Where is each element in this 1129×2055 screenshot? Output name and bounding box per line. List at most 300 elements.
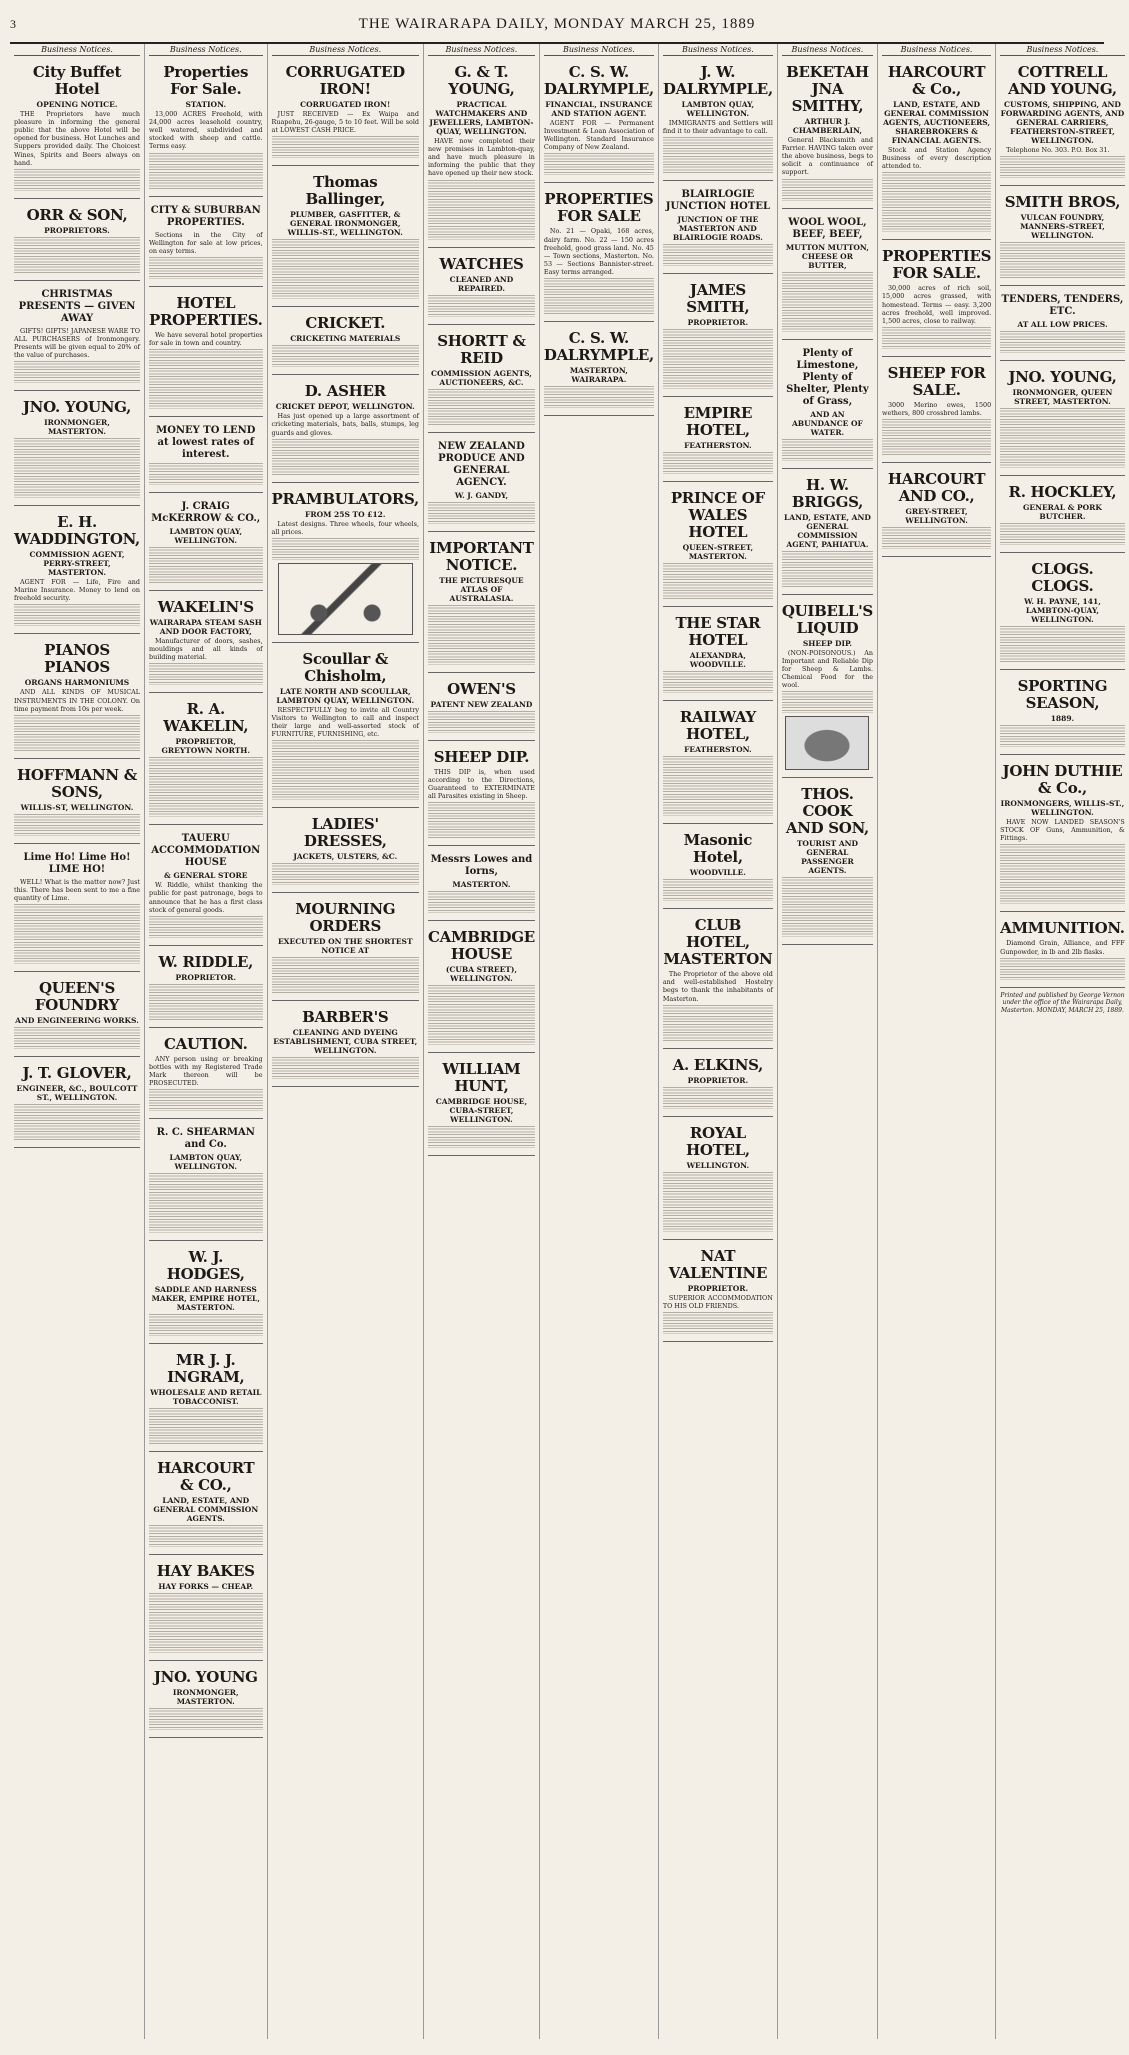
column-heading: Business Notices. <box>1000 46 1125 56</box>
ad-title: OWEN'S <box>447 679 516 698</box>
fine-print-text <box>663 879 773 901</box>
ad-subtitle: IRONMONGER, MASTERTON. <box>44 418 110 437</box>
column-heading: Business Notices. <box>428 46 535 56</box>
fine-print-text <box>149 1525 263 1547</box>
advertisement <box>1000 556 1125 670</box>
fine-print-text <box>782 691 873 713</box>
printer-imprint: Printed and published by George Vernon under the office of the Wairarapa Daily, Masterton. MONDAY, MARCH 25, 1889. <box>1000 991 1125 1014</box>
ad-title: Plenty of Limestone, Plenty of Shelter, Plenty of Grass, <box>786 347 869 407</box>
advertisement <box>272 310 419 375</box>
ad-body: W. Riddle, whilst thanking the public for past patronage, begs to announce that he has a first class stock of general goods. <box>148 881 263 914</box>
ad-title: CITY & SUBURBAN PROPERTIES. <box>150 204 261 228</box>
ad-title: C. S. W. DALRYMPLE, <box>543 63 654 99</box>
fine-print-text <box>544 278 654 314</box>
advertisement <box>428 535 535 673</box>
advertisement <box>1000 289 1125 361</box>
fine-print-text <box>14 169 140 191</box>
ad-subtitle: JUNCTION OF THE MASTERTON AND BLAIRLOGIE ROADS. <box>672 215 763 243</box>
column-heading: Business Notices. <box>882 46 991 56</box>
ad-title: BEKETAH JNA SMITHY, <box>786 63 869 116</box>
advertisement <box>544 325 654 416</box>
column-5 <box>540 44 659 2039</box>
ad-title: Scoullar & Chisholm, <box>302 649 389 685</box>
ad-title: Lime Ho! Lime Ho! LIME HO! <box>23 851 131 875</box>
ad-body: Diamond Grain, Alliance, and FFF Gunpowder, in lb and 2lb flasks. <box>1000 939 1125 956</box>
advertisement <box>14 509 140 634</box>
advertisement <box>14 59 140 199</box>
ad-subtitle: W. J. GANDY, <box>454 490 509 500</box>
ad-subtitle: 1889. <box>1050 714 1075 724</box>
ad-title: City Buffet Hotel <box>32 63 122 99</box>
fine-print-text <box>1000 725 1125 747</box>
fine-print-text <box>14 237 140 273</box>
ad-subtitle: COMMISSION AGENT, PERRY-STREET, MASTERTON. <box>29 550 125 578</box>
fine-print-text <box>882 527 991 549</box>
advertisement <box>663 912 773 1048</box>
ad-subtitle: CORRUGATED IRON! <box>300 100 391 110</box>
advertisement <box>1000 364 1125 476</box>
advertisement <box>149 290 263 417</box>
fine-print-text <box>14 438 140 498</box>
advertisement <box>663 1120 773 1240</box>
ad-title: QUIBELL'S LIQUID <box>781 601 873 637</box>
ad-title: SHORTT & REID <box>437 331 526 367</box>
ad-body: 13,000 ACRES Freehold, with 24,000 acres leasehold country, well watered, subdivided and stocked with sheep and cattle. Terms easy. <box>148 110 263 151</box>
ad-title: R. HOCKLEY, <box>1008 483 1117 502</box>
ad-title: EMPIRE HOTEL, <box>683 404 753 440</box>
ad-title: G. & T. YOUNG, <box>448 63 515 99</box>
fine-print-text <box>428 389 535 425</box>
advertisement <box>272 1004 419 1087</box>
advertisement <box>14 975 140 1057</box>
ad-title: ROYAL HOTEL, <box>685 1123 750 1159</box>
advertisement <box>149 1031 263 1119</box>
advertisement <box>1000 915 1125 987</box>
column-9 <box>996 44 1129 2039</box>
fine-print-text <box>149 757 263 817</box>
column-2 <box>145 44 268 2039</box>
fine-print-text <box>663 1312 773 1334</box>
fine-print-text <box>663 671 773 693</box>
advertisement <box>149 1244 263 1344</box>
fine-print-text <box>428 985 535 1045</box>
fine-print-text <box>272 439 419 475</box>
ad-title: WATCHES <box>439 254 524 273</box>
fine-print-text <box>782 439 873 461</box>
advertisement <box>882 243 991 356</box>
ad-subtitle: IRONMONGERS, WILLIS-ST., WELLINGTON. <box>1000 799 1125 818</box>
ad-body: Latest designs. Three wheels, four wheels, all prices. <box>271 519 419 536</box>
ad-title: CORRUGATED IRON! <box>285 63 405 99</box>
ad-title: CRICKET. <box>305 314 386 333</box>
ad-subtitle: LAMBTON QUAY, WELLINGTON. <box>169 1153 243 1172</box>
advertisement <box>663 1243 773 1342</box>
advertisement <box>428 924 535 1053</box>
fine-print-text <box>149 663 263 685</box>
fine-print-text <box>663 329 773 389</box>
ad-subtitle: CUSTOMS, SHIPPING, AND FORWARDING AGENTS, AND GENERAL CARRIERS, FEATHERSTON-STREET, WELLINGTON. <box>1000 100 1125 146</box>
ad-subtitle: HAY FORKS — CHEAP. <box>158 1582 254 1592</box>
ad-subtitle: QUEEN-STREET, MASTERTON. <box>682 543 754 562</box>
ad-title: J. CRAIG McKERROW & CO., <box>151 501 261 525</box>
ad-subtitle: PROPRIETOR. <box>687 1075 749 1085</box>
ad-title: THE STAR HOTEL <box>675 614 761 650</box>
ad-subtitle: LATE NORTH AND SCOULLAR, LAMBTON QUAY, WELLINGTON. <box>276 686 415 705</box>
advertisement <box>1000 758 1125 912</box>
ad-title: JNO. YOUNG, <box>1008 368 1117 387</box>
ad-title: CLOGS. CLOGS. <box>1031 560 1094 596</box>
advertisement <box>272 646 419 808</box>
ad-subtitle: COMMISSION AGENTS, AUCTIONEERS, &C. <box>430 368 532 387</box>
ad-title: PRAMBULATORS, <box>271 489 419 508</box>
advertisement <box>149 200 263 287</box>
advertisement <box>428 328 535 433</box>
advertisement <box>14 762 140 844</box>
ad-body: The Proprietor of the above old and well-established Hostelry begs to thank the inhabitants of Masterton. <box>662 970 773 1003</box>
advertisement <box>1000 189 1125 286</box>
advertisement <box>782 781 873 945</box>
ad-title: COTTRELL AND YOUNG, <box>1008 63 1117 99</box>
fine-print-text <box>149 984 263 1020</box>
ad-subtitle: CRICKET DEPOT, WELLINGTON. <box>275 402 415 412</box>
ad-title: W. J. HODGES, <box>166 1248 245 1284</box>
ad-body: Stock and Station Agency Business of every description attended to. <box>881 146 992 171</box>
column-8 <box>878 44 996 2039</box>
advertisement <box>14 394 140 506</box>
fine-print-text <box>663 244 773 266</box>
sheep-illustration <box>785 716 869 770</box>
ad-title: HARCOURT & Co., <box>887 63 986 99</box>
fine-print-text <box>1000 626 1125 662</box>
ad-title: LADIES' DRESSES, <box>303 815 387 851</box>
ad-title: MOURNING ORDERS <box>295 900 396 936</box>
ad-subtitle: AT ALL LOW PRICES. <box>1017 320 1108 330</box>
ad-body: ANY person using or breaking bottles with my Registered Trade Mark thereon will be PROSECUTED. <box>148 1054 263 1087</box>
column-heading: Business Notices. <box>663 46 773 56</box>
ad-subtitle: CRICKETING MATERIALS <box>290 334 401 344</box>
column-heading: Business Notices. <box>149 46 263 56</box>
ad-body: 30,000 acres of rich soil, 15,000 acres grassed, with homestead. Terms — easy. 3,200 acres freehold, well improved. 1,500 acres, close to railway. <box>881 284 992 325</box>
fine-print-text <box>544 153 654 175</box>
advertisement <box>14 202 140 281</box>
ad-subtitle: SHEEP DIP. <box>802 638 853 648</box>
ad-body: THE Proprietors have much pleasure in informing the general public that the above Hotel will be opened for business. Hot Lunches and Suppers provided daily. The Choicest Wines, Spirits and Beers always on hand. <box>14 110 140 167</box>
fine-print-text <box>14 1027 140 1049</box>
advertisement <box>14 284 140 391</box>
column-7 <box>778 44 878 2039</box>
ad-title: Properties For Sale. <box>163 63 249 99</box>
ad-subtitle: CLEANED AND REPAIRED. <box>449 274 514 293</box>
column-heading: Business Notices. <box>272 46 419 56</box>
ad-subtitle: THE PICTURESQUE ATLAS OF AUSTRALASIA. <box>439 575 524 603</box>
fine-print-text <box>149 1708 263 1730</box>
ad-subtitle: PROPRIETOR. <box>175 972 236 982</box>
ad-title: PROPERTIES FOR SALE <box>544 190 654 226</box>
ad-title: C. S. W. DALRYMPLE, <box>543 329 654 365</box>
fine-print-text <box>1000 958 1125 980</box>
ad-subtitle: ARTHUR J. CHAMBERLAIN, <box>792 117 862 136</box>
ad-body: HAVE NOW LANDED SEASON'S STOCK OF Guns, Ammunition, & Fittings. <box>1000 818 1125 843</box>
advertisement <box>272 59 419 166</box>
advertisement <box>544 59 654 183</box>
fine-print-text <box>882 172 991 232</box>
ad-body: Sections in the City of Wellington for sale at low prices, on easy terms. <box>148 230 263 255</box>
ad-body: (NON-POISONOUS.) An Important and Reliable Dip for Sheep & Lambs. Chemical Food for the wool. <box>781 648 873 689</box>
ad-body: RESPECTFULLY beg to invite all Country Visitors to Wellington to call and inspect their large and well-assorted stock of FURNITURE, FURNISHING, etc. <box>271 705 419 739</box>
fine-print-text <box>149 547 263 583</box>
ad-title: WOOL WOOL, BEEF, BEEF, <box>788 216 867 240</box>
ad-subtitle: PRACTICAL WATCHMAKERS AND JEWELLERS, LAMBTON-QUAY, WELLINGTON. <box>429 100 534 137</box>
column-3 <box>268 44 424 2039</box>
advertisement <box>782 598 873 778</box>
ad-subtitle: PROPRIETORS. <box>44 225 110 235</box>
fine-print-text <box>428 295 535 317</box>
advertisement <box>149 696 263 825</box>
fine-print-text <box>14 715 140 751</box>
fine-print-text <box>782 877 873 937</box>
ad-subtitle: CAMBRIDGE HOUSE, CUBA-STREET, WELLINGTON. <box>435 1096 528 1124</box>
ad-body: AND ALL KINDS OF MUSICAL INSTRUMENTS IN THE COLONY. On time payment from 10s per week. <box>14 688 140 713</box>
fine-print-text <box>663 1087 773 1109</box>
ad-subtitle: PROPRIETOR, GREYTOWN NORTH. <box>161 737 250 756</box>
ad-title: WILLIAM HUNT, <box>442 1059 521 1095</box>
ad-subtitle: LAMBTON QUAY, WELLINGTON. <box>681 100 755 119</box>
ad-title: HARCOURT & CO., <box>157 1459 255 1495</box>
ad-title: Masonic Hotel, <box>683 831 753 867</box>
ad-subtitle: CLEANING AND DYEING ESTABLISHMENT, CUBA STREET, WELLINGTON. <box>273 1028 418 1056</box>
ad-title: J. W. DALRYMPLE, <box>662 63 773 99</box>
ad-subtitle: MASTERTON. <box>452 879 511 889</box>
ad-body: HAVE now completed their new premises in Lambton-quay, and have much pleasure in informing the public that they have opened up their new stock. <box>427 137 535 178</box>
ad-title: Messrs Lowes and Iorns, <box>430 853 533 877</box>
ad-body: Manufacturer of doors, sashes, mouldings and all kinds of building material. <box>148 637 263 662</box>
advertisement <box>1000 479 1125 553</box>
ad-title: IMPORTANT NOTICE. <box>429 538 534 574</box>
ad-body: JUST RECEIVED — Ex Waipa and Ruapehu, 26-gauge, 5 to 10 feet. Will be sold at LOWEST CASH PRICE. <box>271 110 419 135</box>
advertisement <box>782 472 873 595</box>
fine-print-text <box>428 180 535 240</box>
ad-title: SPORTING SEASON, <box>1017 677 1108 713</box>
newspaper-page <box>10 6 1125 2041</box>
advertisement <box>882 466 991 557</box>
ad-subtitle: MASTERTON, WAIRARAPA. <box>569 366 628 385</box>
fine-print-text <box>882 327 991 349</box>
ad-subtitle: ORGANS HARMONIUMS <box>24 678 130 688</box>
fine-print-text <box>428 891 535 913</box>
fine-print-text <box>272 863 419 885</box>
fine-print-text <box>663 756 773 816</box>
ad-subtitle: PROPRIETOR. <box>687 318 749 328</box>
column-grid <box>10 44 1125 2039</box>
ad-subtitle: ENGINEER, &C., BOULCOTT ST., WELLINGTON. <box>16 1083 138 1102</box>
ad-subtitle: & GENERAL STORE <box>164 871 248 881</box>
advertisement <box>663 485 773 607</box>
ad-body: GIFTS! GIFTS! JAPANESE WARE TO ALL PURCHASERS of Ironmongery. Presents will be given equal to 20% of the value of purchases. <box>14 326 140 360</box>
fine-print-text <box>14 604 140 626</box>
ad-title: TENDERS, TENDERS, ETC. <box>1001 294 1124 318</box>
ad-subtitle: PLUMBER, GASFITTER, & GENERAL IRONMONGER, WILLIS-ST., WELLINGTON. <box>287 210 403 238</box>
ad-subtitle: ALEXANDRA, WOODVILLE. <box>689 651 746 670</box>
advertisement <box>428 436 535 532</box>
ad-title: SMITH BROS, <box>1004 193 1121 212</box>
fine-print-text <box>149 349 263 409</box>
ad-subtitle: FEATHERSTON. <box>684 745 752 755</box>
ad-subtitle: W. H. PAYNE, 141, LAMBTON-QUAY, WELLINGTON. <box>1024 597 1101 625</box>
ad-title: Thomas Ballinger, <box>305 173 385 209</box>
fine-print-text <box>1000 242 1125 278</box>
ad-title: A. ELKINS, <box>672 1055 764 1074</box>
ad-title: HOFFMANN & SONS, <box>17 765 137 801</box>
ad-title: SHEEP DIP. <box>433 747 530 766</box>
ad-body: WELL! What is the matter now? Just this. There has been sent to me a fine quantity of Lime. <box>14 877 140 902</box>
fine-print-text <box>428 502 535 524</box>
advertisement <box>272 486 419 643</box>
fine-print-text <box>782 179 873 201</box>
advertisement <box>428 744 535 846</box>
ad-body: THIS DIP is, when used according to the Directions, Guaranteed to EXTERMINATE all Parasites existing in Sheep. <box>427 767 535 800</box>
ad-subtitle: LAMBTON QUAY, WELLINGTON. <box>169 527 243 546</box>
ad-subtitle: FINANCIAL, INSURANCE AND STATION AGENT. <box>545 100 653 119</box>
ad-title: HAY BAKES <box>156 1562 255 1581</box>
fine-print-text <box>663 137 773 173</box>
ad-body: General Blacksmith and Farrier. HAVING taken over the above business, begs to solicit a continuance of support. <box>781 136 873 177</box>
fine-print-text <box>428 605 535 665</box>
ad-title: TAUERU ACCOMMODATION HOUSE <box>151 833 261 869</box>
advertisement <box>149 1558 263 1661</box>
fine-print-text <box>14 904 140 964</box>
advertisement <box>663 184 773 274</box>
fine-print-text <box>272 1057 419 1079</box>
advertisement <box>428 849 535 921</box>
ad-body: SUPERIOR ACCOMMODATION TO HIS OLD FRIENDS. <box>662 1293 773 1310</box>
ad-title: CAUTION. <box>164 1034 248 1053</box>
fine-print-text <box>149 1593 263 1653</box>
advertisement <box>149 1122 263 1241</box>
fine-print-text <box>1000 331 1125 353</box>
fine-print-text <box>782 272 873 332</box>
ad-title: MONEY TO LEND at lowest rates of interest. <box>156 425 256 461</box>
ad-title: MR J. J. INGRAM, <box>167 1351 245 1387</box>
ad-body: IMMIGRANTS and Settlers will find it to their advantage to call. <box>662 119 773 136</box>
fine-print-text <box>544 386 654 408</box>
ad-title: THOS. COOK AND SON, <box>785 785 869 838</box>
ad-subtitle: LAND, ESTATE, AND GENERAL COMMISSION AGENTS. <box>153 1496 259 1524</box>
advertisement <box>663 59 773 181</box>
advertisement <box>428 59 535 247</box>
ad-title: PROPERTIES FOR SALE. <box>881 247 992 283</box>
advertisement <box>272 169 419 307</box>
advertisement <box>14 1060 140 1148</box>
fine-print-text <box>149 1173 263 1233</box>
fine-print-text <box>663 1172 773 1232</box>
ad-subtitle: SADDLE AND HARNESS MAKER, EMPIRE HOTEL, MASTERTON. <box>151 1285 260 1313</box>
ad-subtitle: WOODVILLE. <box>689 868 746 878</box>
perambulator-illustration <box>278 563 413 635</box>
ad-title: CAMBRIDGE HOUSE <box>427 927 535 963</box>
ad-title: JNO. YOUNG <box>153 1668 258 1687</box>
fine-print-text <box>149 1314 263 1336</box>
advertisement <box>782 212 873 340</box>
ad-title: BARBER'S <box>302 1008 389 1027</box>
ad-body: Telephone No. 303. P.O. Box 31. <box>1006 146 1110 155</box>
ad-title: NAT VALENTINE <box>668 1246 768 1282</box>
advertisement <box>1000 673 1125 755</box>
advertisement <box>149 1455 263 1555</box>
ad-title: R. A. WAKELIN, <box>163 700 249 736</box>
fine-print-text <box>1000 844 1125 904</box>
ad-title: J. T. GLOVER, <box>22 1063 132 1082</box>
fine-print-text <box>1000 156 1125 178</box>
advertisement <box>882 59 991 240</box>
column-6 <box>659 44 778 2039</box>
ad-title: CHRISTMAS PRESENTS — GIVEN AWAY <box>18 288 136 324</box>
column-heading: Business Notices. <box>544 46 654 56</box>
fine-print-text <box>149 257 263 279</box>
ad-subtitle: MUTTON MUTTON, CHEESE OR BUTTER, <box>785 242 869 270</box>
fine-print-text <box>428 802 535 838</box>
ad-body: We have several hotel properties for sale in town and country. <box>148 330 263 347</box>
fine-print-text <box>882 419 991 455</box>
fine-print-text <box>149 463 263 485</box>
ad-title: D. ASHER <box>304 382 386 401</box>
ad-title: JAMES SMITH, <box>686 281 750 317</box>
ad-subtitle: FROM 25S TO £12. <box>305 509 386 519</box>
ad-subtitle: OPENING NOTICE. <box>36 100 118 110</box>
ad-title: ORR & SON, <box>26 205 128 224</box>
advertisement <box>663 1052 773 1117</box>
fine-print-text <box>14 361 140 383</box>
fine-print-text <box>272 136 419 158</box>
advertisement <box>149 496 263 591</box>
ad-title: JNO. YOUNG, <box>22 398 132 417</box>
ad-title: CLUB HOTEL, MASTERTON <box>663 916 773 969</box>
ad-subtitle: LAND, ESTATE, AND GENERAL COMMISSION AGENTS, AUCTIONEERS, SHAREBROKERS & FINANCIAL AGENTS. <box>883 100 991 146</box>
ad-title: HARCOURT AND CO., <box>887 470 986 506</box>
ad-subtitle: GENERAL & PORK BUTCHER. <box>1022 503 1102 522</box>
ad-subtitle: PATENT NEW ZEALAND <box>430 699 533 709</box>
column-4 <box>424 44 540 2039</box>
ad-title: PRINCE OF WALES HOTEL <box>670 489 765 542</box>
page-number: 3 <box>10 16 17 31</box>
fine-print-text <box>1000 408 1125 468</box>
ad-subtitle: WAIRARAPA STEAM SASH AND DOOR FACTORY, <box>149 618 262 637</box>
advertisement <box>428 1056 535 1156</box>
column-heading: Business Notices. <box>782 46 873 56</box>
ad-body: AGENT FOR — Permanent Investment & Loan Association of Wellington. Standard Insurance Company of New Zealand. <box>543 119 654 152</box>
masthead <box>10 6 1104 44</box>
fine-print-text <box>272 957 419 993</box>
ad-subtitle: FEATHERSTON. <box>684 441 752 451</box>
fine-print-text <box>14 1104 140 1140</box>
ad-subtitle: EXECUTED ON THE SHORTEST NOTICE AT <box>277 937 413 956</box>
fine-print-text <box>272 538 419 560</box>
advertisement <box>782 343 873 469</box>
advertisement <box>272 811 419 893</box>
advertisement <box>149 1664 263 1738</box>
ad-subtitle: AND AN ABUNDANCE OF WATER. <box>791 409 863 437</box>
ad-title: HOTEL PROPERTIES. <box>148 293 263 329</box>
ad-subtitle: VULCAN FOUNDRY, MANNERS-STREET, WELLINGTON. <box>1020 213 1105 241</box>
ad-subtitle: IRONMONGER, MASTERTON. <box>172 1688 239 1707</box>
advertisement <box>544 186 654 322</box>
advertisement <box>149 828 263 945</box>
ad-subtitle: (CUBA STREET), WELLINGTON. <box>445 964 518 983</box>
ad-subtitle: STATION. <box>185 100 227 110</box>
ad-body: AGENT FOR — Life, Fire and Marine Insurance. Money to lend on freehold security. <box>14 578 140 603</box>
ad-title: QUEEN'S FOUNDRY <box>34 978 120 1014</box>
ad-body: 3000 Merino ewes, 1500 wethers, 800 crossbred lambs. <box>881 400 992 417</box>
ad-title: WAKELIN'S <box>157 598 254 617</box>
